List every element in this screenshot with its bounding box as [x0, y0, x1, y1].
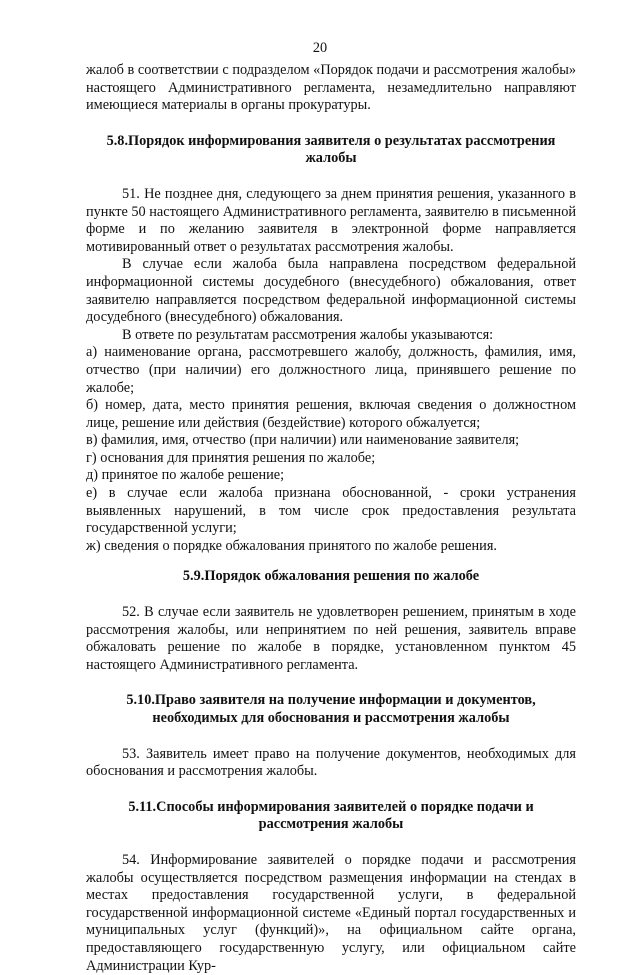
paragraph-electronic-answer: В случае если жалоба была направлена посредством федеральной информационной системы досудебного (внесудебного) обжалования, ответ заявителю направляется посредством федеральной информационной системы досудебного (внесудебного) обжалования.	[86, 256, 576, 326]
heading-5-9: 5.9.Порядок обжалования решения по жалобе	[182, 568, 480, 585]
list-item-v: в) фамилия, имя, отчество (при наличии) или наименование заявителя;	[86, 432, 520, 449]
spacer	[86, 586, 576, 604]
list-item-b: б) номер, дата, место принятия решения, включая сведения о должностном лице, решение или действия (бездействие) которого обжалуется;	[86, 397, 576, 431]
paragraph-52: 52. В случае если заявитель не удовлетворен решением, принятым в ходе рассмотрения жалобы, или непринятием по ней решения, заявитель вправе обжаловать решение по жалобе в порядке, установленном пунктом 45 настоящего Административного регламента.	[86, 604, 576, 673]
list-item-d: д) принятое по жалобе решение;	[86, 467, 285, 484]
list-item-zh: ж) сведения о порядке обжалования принятого по жалобе решения.	[86, 537, 497, 554]
paragraph-51: 51. Не позднее дня, следующего за днем принятия решения, указанного в пункте 50 настоящего Административного регламента, заявителю в письменной форме и по желанию заявителя в электронной форме направляется мотивированный ответ о результатах рассмотрения жалобы.	[86, 185, 576, 255]
spacer	[86, 555, 576, 568]
paragraph-53: 53. Заявитель имеет право на получение документов, необходимых для обоснования и рассмотрения жалобы.	[86, 745, 576, 780]
spacer	[86, 781, 576, 799]
paragraph-54: 54. Информирование заявителей о порядке подачи и рассмотрения жалобы осуществляется посредством размещения информации на стендах в местах предоставления государственной услуги, в федеральной государственной информационной системе «Единый портал государственных и муниципальных услуг (функций)», на официальном сайте органа, предоставляющего государственную услугу, или официальном сайте Администрации Кур-	[86, 851, 576, 974]
list-item-g: г) основания для принятия решения по жалобе;	[86, 449, 376, 466]
list-item-e: е) в случае если жалоба признана обоснованной, - сроки устранения выявленных нарушений, в том числе срок предоставления результата государственной услуги;	[86, 485, 576, 537]
page-content	[86, 62, 576, 975]
list-item-a: а) наименование органа, рассмотревшего жалобу, должность, фамилия, имя, отчество (при наличии) его должностного лица, принявшего решение по жалобе;	[86, 344, 576, 396]
spacer	[86, 674, 576, 692]
spacer	[86, 115, 576, 133]
spacer	[86, 728, 576, 746]
heading-5-8: 5.8.Порядок информирования заявителя о результатах рассмотрения жалобы	[106, 132, 556, 167]
spacer	[86, 834, 576, 852]
continuation-paragraph: жалоб в соответствии с подразделом «Порядок подачи и рассмотрения жалобы» настоящего Административного регламента, незамедлительно направляют имеющиеся материалы в органы прокуратуры.	[86, 62, 576, 114]
heading-5-11: 5.11.Способы информирования заявителей о порядке подачи и рассмотрения жалобы	[128, 798, 534, 833]
paragraph-answer-intro: В ответе по результатам рассмотрения жалобы указываются:	[122, 326, 494, 343]
spacer	[86, 168, 576, 186]
page-number: 20	[312, 40, 328, 56]
heading-5-10: 5.10.Право заявителя на получение информации и документов, необходимых для обоснования и рассмотрения жалобы	[126, 692, 536, 726]
